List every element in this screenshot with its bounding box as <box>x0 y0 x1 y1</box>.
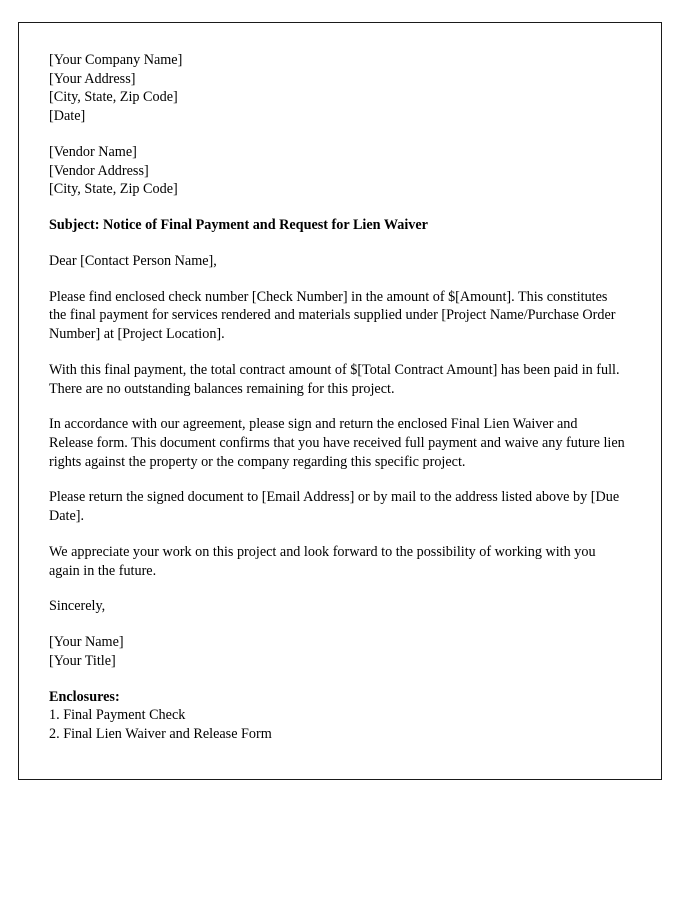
sender-line: [City, State, Zip Code] <box>49 89 178 106</box>
letter-content <box>19 23 661 744</box>
sender-line: [Your Company Name] <box>49 52 183 68</box>
signature-line: [Your Title] <box>49 652 116 669</box>
enclosures-title: Enclosures: <box>49 688 120 705</box>
recipient-line: [City, State, Zip Code] <box>49 181 178 198</box>
recipient-line: [Vendor Address] <box>49 162 149 179</box>
recipient-address-block <box>49 143 625 199</box>
salutation: Dear [Contact Person Name], <box>49 252 217 269</box>
sender-address-block <box>49 51 625 126</box>
signature-block <box>49 633 625 670</box>
closing-line: Sincerely, <box>49 598 106 615</box>
body-paragraph: We appreciate your work on this project and look forward to the possibility of working with you again in the future. <box>49 543 596 579</box>
recipient-line: [Vendor Name] <box>49 143 137 160</box>
sender-line: [Your Address] <box>49 70 136 87</box>
signature-line: [Your Name] <box>49 634 124 651</box>
enclosure-item: 2. Final Lien Waiver and Release Form <box>49 726 272 743</box>
letter-border-frame <box>18 22 662 780</box>
body-paragraph: With this final payment, the total contract amount of $[Total Contract Amount] has been paid in full. There are no outstanding balances remaining for this project. <box>49 361 620 397</box>
sender-line: [Date] <box>49 108 86 125</box>
body-paragraph: In accordance with our agreement, please sign and return the enclosed Final Lien Waiver and Release form. This document confirms that you have received full payment and waive any future lien rights against the property or the company regarding this specific project. <box>49 416 625 470</box>
subject-line: Subject: Notice of Final Payment and Request for Lien Waiver <box>49 217 428 234</box>
body-paragraph: Please return the signed document to [Email Address] or by mail to the address listed above by [Due Date]. <box>49 489 620 525</box>
enclosure-item: 1. Final Payment Check <box>49 707 186 724</box>
body-paragraph: Please find enclosed check number [Check Number] in the amount of $[Amount]. This constitutes the final payment for services rendered and materials supplied under [Project Name/Purchase Order Number] at [Project Location]. <box>49 288 616 343</box>
enclosures-block <box>49 688 625 744</box>
